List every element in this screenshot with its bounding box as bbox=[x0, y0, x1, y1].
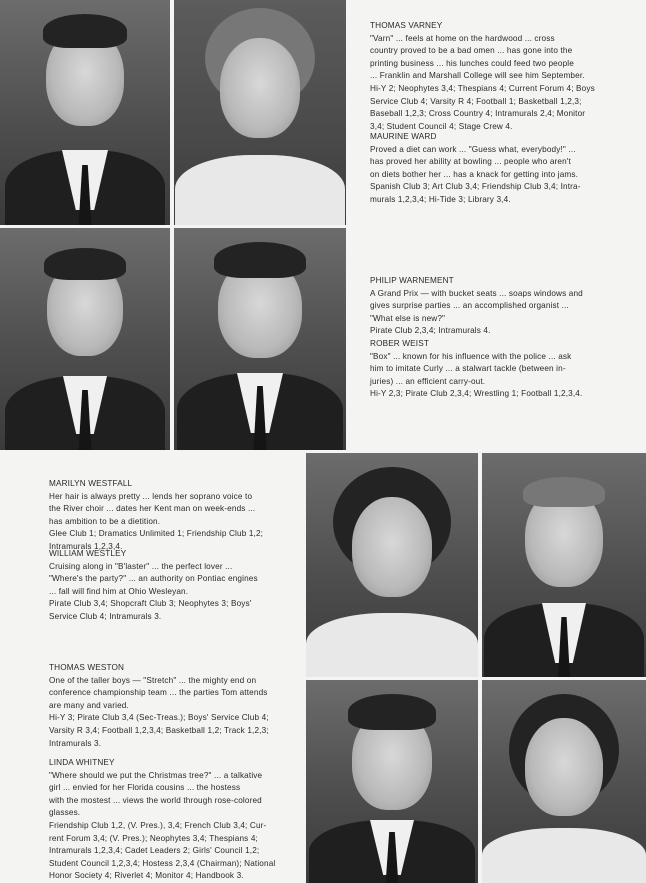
bio-name: PHILIP WARNEMENT bbox=[370, 276, 454, 285]
bio-name: THOMAS VARNEY bbox=[370, 21, 443, 30]
portrait-rober-weist bbox=[174, 228, 346, 450]
bio-name: ROBER WEIST bbox=[370, 339, 429, 348]
portrait-william-westley bbox=[482, 453, 646, 677]
bio-linda-whitney: LINDA WHITNEY "Where should we put the Christmas tree?" ... a talkative girl ... envied for her Florida cousins ... the hostess with the mostest ... views the world through rose-colored glasses. Friendship Club 1,2, (V. Pres.), 3,4; French Club 3,4; Cur- rent Forum 3,4; (V. Pres.); Neophytes 3,4; Thespians 4; Intramurals 1,2,3,4; Cadet Leaders 2; Girls' Council 1,2; Student Council 1,2,3,4; Hostess 2,3,4 (Chairman); National Honor Society 4; Riverlet 4; Monitor 4; Handbook 3. bbox=[49, 757, 285, 883]
portrait-maurine-ward bbox=[174, 0, 346, 225]
portrait-thomas-weston bbox=[306, 680, 478, 883]
bio-marilyn-westfall: MARILYN WESTFALL Her hair is always pretty ... lends her soprano voice to the River choir ... dates her Kent man on week-ends ... has ambition to be a dietition. Glee Club 1; Dramatics Unlimited 1; Friendship Club 1,2; Intramurals 1,2,3,4. bbox=[49, 478, 285, 554]
portrait-philip-warnement bbox=[0, 228, 170, 450]
bio-name: MAURINE WARD bbox=[370, 132, 437, 141]
bio-name: THOMAS WESTON bbox=[49, 663, 125, 672]
bio-name: WILLIAM WESTLEY bbox=[49, 549, 127, 558]
bio-thomas-weston: THOMAS WESTON One of the taller boys — "Stretch" ... the mighty end on conference championship team ... the parties Tom attends are many and varied. Hi-Y 3; Pirate Club 3,4 (Sec-Treas.); Boys' Service Club 4; Varsity R 3,4; Football 1,2,3,4; Basketball 1,2; Track 1,2,3; Intramurals 3. bbox=[49, 662, 285, 750]
portrait-thomas-varney bbox=[0, 0, 170, 225]
bio-name: MARILYN WESTFALL bbox=[49, 479, 133, 488]
bio-rober-weist: ROBER WEIST "Box" ... known for his influence with the police ... ask him to imitate Curly ... a stalwart tackle (between in- juries) ... an efficient carry-out. Hi-Y 2,3; Pirate Club 2,3,4; Wrestling 1; Football 1,2,3,4. bbox=[370, 338, 606, 401]
bio-name: LINDA WHITNEY bbox=[49, 758, 115, 767]
bio-philip-warnement: PHILIP WARNEMENT A Grand Prix — with bucket seats ... soaps windows and gives surprise parties ... an accomplished organist ... "What else is new?" Pirate Club 2,3,4; Intramurals 4. bbox=[370, 275, 606, 338]
bio-maurine-ward: MAURINE WARD Proved a diet can work ... "Guess what, everybody!" ... has proved her ability at bowling ... people who aren't on diets bother her ... has a knack for getting into jams. Spanish Club 3; Art Club 3,4; Friendship Club 3,4; Intra- murals 1,2,3,4; Hi-Tide 3; Library 3,4. bbox=[370, 131, 606, 207]
portrait-linda-whitney bbox=[482, 680, 646, 883]
bio-thomas-varney: THOMAS VARNEY "Varn" ... feels at home on the hardwood ... cross country proved to be a bad omen ... has gone into the printing business ... his lunches could feed two people ... Franklin and Marshall College will see him September. Hi-Y 2; Neophytes 3,4; Thespians 4; Current Forum 4; Boys Service Club 4; Varsity R 4; Football 1; Basketball 1,2,3; Baseball 1,2,3; Cross Country 4; Intramurals 2,4; Monitor 3,4; Student Council 4; Stage Crew 4. bbox=[370, 20, 606, 133]
portrait-marilyn-westfall bbox=[306, 453, 478, 677]
bio-william-westley: WILLIAM WESTLEY Cruising along in "B'laster" ... the perfect lover ... "Where's the party?" ... an authority on Pontiac engines ... fall will find him at Ohio Wesleyan. Pirate Club 3,4; Shopcraft Club 3; Neophytes 3; Boys' Service Club 4; Intramurals 3. bbox=[49, 548, 285, 624]
